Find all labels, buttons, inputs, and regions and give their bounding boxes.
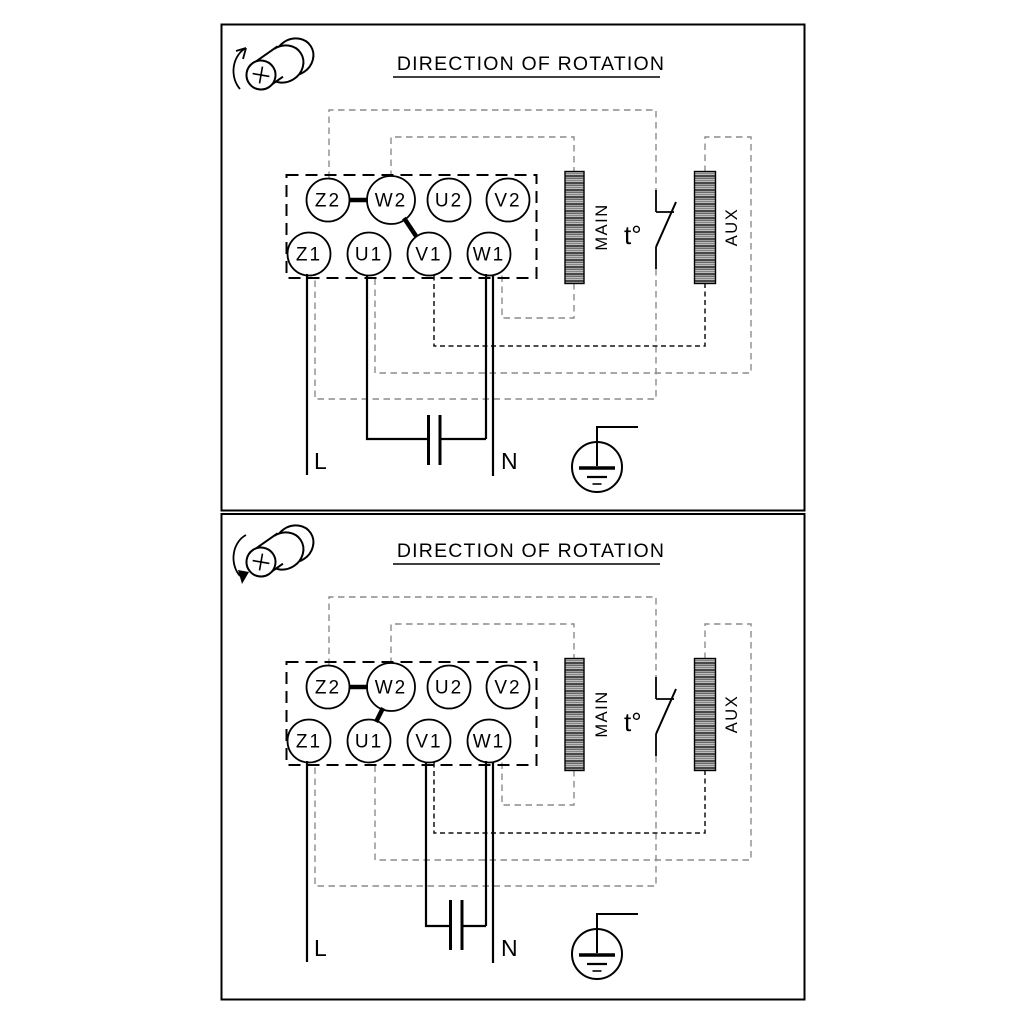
line-label: L	[314, 448, 327, 474]
panel-1-title: DIRECTION OF ROTATION	[396, 53, 666, 75]
thermal-switch-label: t°	[624, 707, 642, 737]
main-winding-label: MAIN	[593, 203, 611, 251]
aux-winding-label: AUX	[723, 207, 741, 247]
terminal-label-v1: V1	[415, 244, 443, 266]
line-label: L	[314, 935, 327, 961]
terminal-label-u1: U1	[354, 244, 384, 266]
panel-2-title: DIRECTION OF ROTATION	[396, 540, 666, 562]
terminal-label-w2: W2	[374, 677, 408, 699]
panel-2	[222, 514, 805, 1000]
terminal-label-v2: V2	[494, 190, 522, 212]
thermal-switch-label: t°	[624, 220, 642, 250]
terminal-label-z2: Z2	[314, 677, 342, 699]
aux-winding-label: AUX	[723, 694, 741, 734]
terminal-label-v1: V1	[415, 731, 443, 753]
terminal-label-w2: W2	[374, 190, 408, 212]
terminal-label-w1: W1	[472, 731, 506, 753]
terminal-label-v2: V2	[494, 677, 522, 699]
terminal-label-z1: Z1	[295, 731, 323, 753]
terminal-label-z2: Z2	[314, 190, 342, 212]
terminal-label-w1: W1	[472, 244, 506, 266]
panel-1	[222, 25, 805, 511]
terminal-label-u2: U2	[434, 677, 464, 699]
neutral-label: N	[501, 448, 518, 474]
terminal-label-u1: U1	[354, 731, 384, 753]
terminal-label-u2: U2	[434, 190, 464, 212]
terminal-label-z1: Z1	[295, 244, 323, 266]
neutral-label: N	[501, 935, 518, 961]
main-winding-label: MAIN	[593, 690, 611, 738]
